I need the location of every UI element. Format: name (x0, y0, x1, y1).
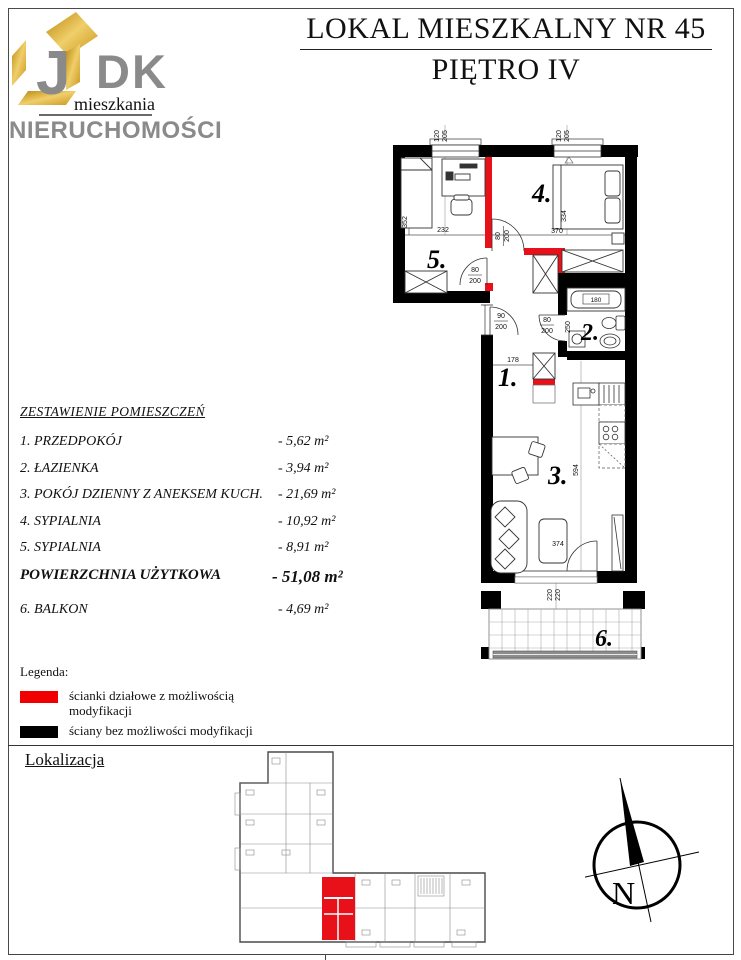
entry-door-icon (481, 305, 493, 335)
room-label-6: 6. (595, 626, 613, 652)
wardrobe-icon (405, 271, 447, 293)
svg-text:80: 80 (495, 232, 502, 240)
total-area-value: - 51,08 m² (272, 566, 343, 586)
nightstand-icon (612, 233, 624, 244)
legend-heading: Legenda: (20, 664, 69, 679)
room-area: - 5,62 m² (278, 434, 329, 449)
room-area: - 3,94 m² (278, 460, 329, 476)
room-area: - 8,91 m² (278, 540, 329, 555)
svg-text:90: 90 (497, 313, 505, 320)
room-label-3: 3. (548, 461, 568, 490)
svg-text:180: 180 (590, 297, 602, 304)
floor-plan (385, 125, 655, 670)
radiator-icon (612, 515, 623, 571)
room-name: 6. BALKON (20, 601, 88, 617)
compass-rose (585, 772, 703, 934)
svg-text:220: 220 (555, 589, 562, 601)
table-row (20, 487, 352, 514)
logo-letter-j: J (36, 39, 71, 108)
svg-text:200: 200 (469, 278, 481, 285)
room-name: 2. ŁAZIENKA (20, 460, 99, 476)
location-heading: Lokalizacja (25, 750, 105, 769)
kitchen-cabinet-icon (599, 383, 625, 405)
legend-item (20, 689, 279, 719)
dining-table-icon (492, 437, 546, 484)
north-label: N (612, 875, 636, 911)
room-area: - 21,69 m² (278, 487, 336, 502)
wardrobe-icon (562, 250, 623, 272)
svg-text:220: 220 (547, 589, 554, 601)
svg-text:80: 80 (471, 267, 479, 274)
building-outline (240, 752, 485, 942)
svg-text:594: 594 (573, 464, 580, 476)
svg-text:374: 374 (552, 541, 564, 548)
footer-divider (325, 954, 326, 960)
logo-tagline: mieszkania (74, 94, 155, 114)
table-row (20, 461, 352, 488)
logo-brand-name: NIERUCHOMOŚCI (9, 117, 223, 144)
legend-item-label: ściany bez możliwości modyfikacji (69, 722, 253, 738)
room-label-2: 2. (581, 320, 599, 346)
sink-icon (600, 334, 620, 348)
desk-icon (442, 159, 485, 196)
kitchen-sink-icon (573, 383, 599, 405)
svg-text:334: 334 (561, 210, 568, 222)
svg-text:200: 200 (495, 324, 507, 331)
total-area-label: POWIERZCHNIA UŻYTKOWA (20, 566, 221, 583)
room-name: 3. POKÓJ DZIENNY Z ANEKSEM KUCH. (20, 487, 263, 502)
fridge-icon (599, 444, 625, 468)
legend (20, 664, 279, 744)
room-label-5: 5. (427, 245, 447, 274)
svg-text:120: 120 (556, 130, 563, 142)
brand-logo (8, 4, 274, 148)
page-subtitle: PIĘTRO IV (431, 53, 581, 86)
svg-text:178: 178 (507, 357, 519, 364)
toilet-icon (602, 316, 625, 330)
room-name: 5. SYPIALNIA (20, 540, 101, 555)
title-block (280, 12, 732, 87)
legend-item-label: ścianki działowe z możliwością modyfikacji (69, 688, 234, 718)
cabinet-icon (533, 385, 555, 403)
svg-text:200: 200 (504, 230, 511, 242)
room-area: - 4,69 m² (278, 601, 329, 617)
sofa-icon (491, 501, 527, 573)
closet-icon (533, 353, 555, 379)
room-label-1: 1. (498, 363, 518, 392)
svg-text:80: 80 (543, 317, 551, 324)
svg-text:205: 205 (442, 130, 449, 142)
location-plan (222, 748, 497, 948)
logo-letters-dk: DK (96, 45, 168, 98)
chair-icon (451, 195, 472, 215)
room-label-4: 4. (532, 179, 552, 208)
svg-text:200: 200 (541, 328, 553, 335)
highlighted-apartment (322, 877, 355, 940)
svg-text:120: 120 (434, 130, 441, 142)
footer-border (8, 954, 733, 955)
red-wall-swatch (20, 691, 58, 703)
table-row (20, 434, 352, 461)
section-divider (8, 745, 733, 746)
balcony-floor (489, 577, 641, 659)
svg-text:370: 370 (551, 228, 563, 235)
total-area-row (20, 567, 352, 597)
room-schedule (20, 404, 352, 628)
svg-text:352: 352 (402, 216, 409, 228)
room-schedule-heading: ZESTAWIENIE POMIESZCZEŃ (20, 404, 206, 419)
legend-item (20, 724, 279, 739)
table-row (20, 514, 352, 541)
table-row (20, 602, 352, 629)
room-area: - 10,92 m² (278, 513, 336, 529)
svg-text:250: 250 (565, 321, 572, 333)
page-title: LOKAL MIESZKALNY NR 45 (300, 12, 712, 50)
room-name: 1. PRZEDPOKÓJ (20, 434, 122, 449)
closet-icon (533, 255, 558, 293)
counter-icon (599, 405, 625, 422)
black-wall-swatch (20, 726, 58, 738)
stove-icon (599, 422, 625, 444)
svg-text:205: 205 (564, 130, 571, 142)
table-row (20, 540, 352, 567)
svg-text:232: 232 (437, 227, 449, 234)
room-name: 4. SYPIALNIA (20, 513, 101, 529)
